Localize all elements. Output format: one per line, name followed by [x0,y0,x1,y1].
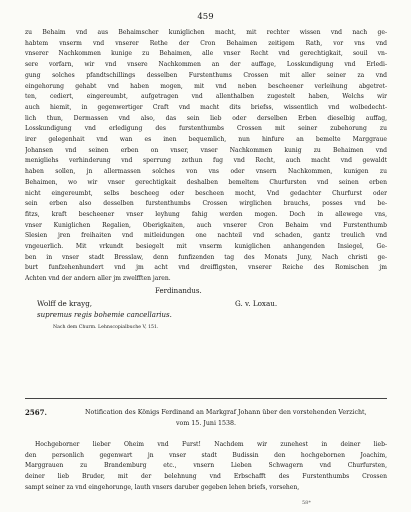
signer-left: Wolff de krayg, [37,299,93,308]
text-line: eingehorung gehabt vnd haben mogen, mit vnd neben bescheener verleihung abgetret- [25,82,387,90]
text-line: Achten vnd der andern aller jm zwelfften jaren. [25,275,171,283]
text-line: den personlich gegenwart jn vnser stadt Budissin den hochgebornen Joachim, [25,451,387,459]
document-title: Notification des Königs Ferdinand an Markgraf Johann über den vorstehenden Verzicht, [85,409,367,416]
text-line: vngeuerlich. Mit vrkundt besiegelt mit vnserm kuniglichen anhangenden Insiegel, Ge- [25,243,387,251]
section-divider [25,398,387,399]
text-line: vnser Kuniglichen Regalien, Oberigkaiten, auch vnserer Cron Behaim vnd Furstenthumb [25,221,387,229]
text-line: menigliehs verhinderung vnd sperrung zethun fug vnd Recht, auch macht vnd gewaldt [25,157,387,165]
document-number: 2567. [25,408,47,417]
text-line: fitzs, kraft bescheener vnser leyhung fahig werden mogen. Doch in allewege vns, [25,210,387,218]
text-line: Marggrauen zu Brandemburg etc., vnsern Lieben Schwagern vnd Churfursten, [25,462,387,470]
page-number: 459 [197,12,214,22]
text-line: irer gelegenhait vnd wan es inen bequemlich, nun hinfure an bemelte Marggraue [25,136,387,144]
text-line: habtem vnserm vnd vnserer Rethe der Cron Behaimen zeitigem Rath, vor vns vnd [25,39,387,47]
signer-title: supremus regis bohemie cancellarius. [37,311,172,319]
text-line: ben in vnser stadt Bresslaw, denn funfizenden tag des Monats Juny, Nach christi ge- [25,253,387,261]
signature-name: Ferdinandus. [155,287,202,295]
text-line: Losskundigung vnd erledigung des furstenthumbs Crossen mit seiner zubehorung zu [25,125,387,133]
text-line: auch hiemit, in gegenwertiger Craft vnd macht dits briefss, wissentlich vnd wolbedecht- [25,103,387,111]
text-line: zu Behaim vnd aus Behaimscher kuniglichen macht, mit rechter wissen vnd nach ge- [25,29,387,36]
text-line: deiner lieb Bruder, mit der belehnung vnd Erbschafft des Furstenthumbs Crossen [25,473,387,481]
text-line: Behaimen, wo wir vnser gerechtigkait deshalben bemeltem Churfursten vnd seinen erben [25,178,387,186]
text-line: haben sollen, jn allermassen solches von vns oder vnsern Nachkommen, kunigen zu [25,168,387,176]
source-note: Nach dem Churm. Lehnscopialbuche V, 151. [53,325,159,330]
signer-right: G. v. Loxau. [235,299,278,308]
text-line: Slesien jren freihaiten vnd mitleidungen one nachteil vnd schaden, gantz treulich vnd [25,232,387,240]
text-line: nicht eingereumbt, selbs bescheeg oder bescheen mocht, Vnd gedachter Churfurst oder [25,189,387,197]
document-body [25,28,387,285]
text-line: Johansen vnd seinen erben on vnser, vnser Nachkommen kunig zu Behaimen vnd [25,146,387,154]
text-line: Hochgeborner lieber Oheim vnd Furst! Nachdem wir zunehest in deiner lieb- [35,441,387,448]
text-line: lich thun, Dermassen vnd also, das sein lieb oder derselben Erben dieselbig auffag, [25,114,387,122]
document-date: vom 15. Juni 1538. [175,420,236,427]
catch-mark: 58* [302,500,311,506]
text-line: burt funfzehenhundert vnd jm acht vnd dreiffigsten, vnserer Reiche des Romischen jm [25,264,387,272]
text-line: sampt seiner za vnd eingehorunge, lauth vnsers daruber gegeben lehen briefs, vorsehen, [25,483,300,491]
text-line: sere vorfarn, wir vnd vnsere Nachkommen an der auffage, Losskundigung vnd Erledi- [25,61,387,69]
text-line: sein erben also desselben furstenthumbs Crossen wirglichen brauchs, posses vnd be- [25,200,387,208]
text-line: gung solches pfandtschillings desselben Furstenthums Crossen mit aller seiner za vnd [25,71,387,79]
document-body-2 [25,440,387,494]
text-line: vnserer Nachkommen kunige zu Behaimen, alle vnser Recht vnd gerechtigkait, souil vn- [25,50,387,58]
text-line: ten, cediert, eingereumbt, aufgetragen vnd allenthalben zugestelt haben, Welchs wir [25,93,387,101]
